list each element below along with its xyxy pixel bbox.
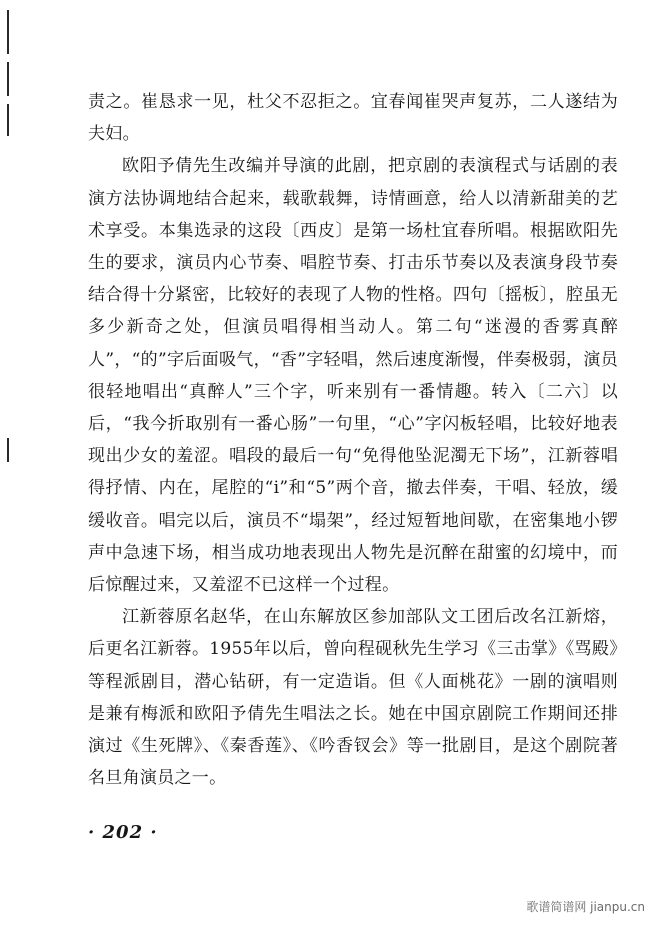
margin-mark-mid	[7, 62, 9, 96]
paragraph-biography: 江新蓉原名赵华，在山东解放区参加部队文工团后改名江新熔，后更名江新蓉。1955年以后，曾向程砚秋先生学习《三击掌》《骂殿》等程派剧目，潜心钻研，有一定造诣。但《人面桃花》一剧的演唱则是兼有梅派和欧阳予倩先生唱法之长。她在中国京剧院工作期间还排演过《生死牌》、《秦香莲》、《吟香钗会》等一批剧目，是这个剧院著名旦角演员之一。	[88, 607, 618, 789]
margin-mark-top	[7, 10, 9, 54]
paragraph-continuation: 责之。崔恳求一见，杜父不忍拒之。宜春闻崔哭声复苏，二人遂结为夫妇。	[88, 92, 618, 145]
paragraph-analysis: 欧阳予倩先生改编并导演的此剧，把京剧的表演程式与话剧的表演方法协调地结合起来，载歌载舞，诗情画意，给人以清新甜美的艺术享受。本集选录的这段〔西皮〕是第一场杜宜春所唱。根据欧阳先生的要求，演员内心节奏、唱腔节奏、打击乐节奏以及表演身段节奏结合得十分紧密，比较好的表现了人物的性格。四句〔摇板〕，腔虽无多少新奇之处，但演员唱得相当动人。第二句“迷漫的香雾真醉人”，“的”字后面吸气，“香”字轻唱，然后速度渐慢，伴奏极弱，演员很轻地唱出“真醉人”三个字，听来别有一番情趣。转入〔二六〕以后，“我今折取别有一番心肠”一句里，“心”字闪板轻唱，比较好地表现出少女的羞涩。唱段的最后一句“免得他坠泥濁无下场”，江新蓉唱得抒情、内在，尾腔的“i”和“5”两个音，撤去伴奏，干唱、轻放，缓缓收音。唱完以后，演员不“塌架”，经过短暂地间歇，在密集地小锣声中急速下场，相当成功地表现出人物先是沉醉在甜蜜的幻境中，而后惊醒过来，又羞涩不已这样一个过程。	[88, 156, 618, 596]
page-number: · 202 ·	[88, 822, 158, 843]
margin-mark-lower	[7, 104, 9, 136]
page-body	[88, 86, 618, 794]
watermark: 歌谱简谱网 jianpu.cn	[526, 900, 645, 914]
margin-mark-bottom	[7, 438, 9, 462]
